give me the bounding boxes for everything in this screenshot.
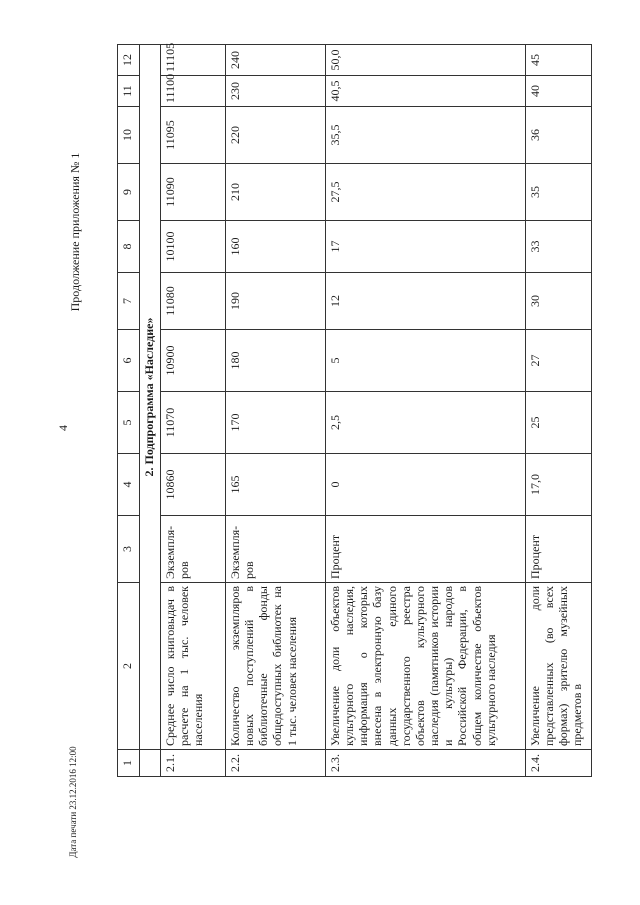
value-cell: 35 [526,164,592,221]
value-cell: 190 [226,273,326,330]
value-cell: 220 [226,107,326,164]
value-cell: 160 [226,221,326,273]
subprogram-spacer-cell [140,750,161,777]
header-cell: 10 [118,107,140,164]
value-cell: 25 [526,392,592,454]
value-cell: 11095 [161,107,226,164]
table-row [526,45,592,777]
value-cell: 35,5 [326,107,526,164]
indicator-description: Увеличение доли представленных (во всех формах) зрителю музейных предметов в [526,583,592,750]
header-cell: 5 [118,392,140,454]
value-cell: 36 [526,107,592,164]
appendix-title: Продолжение приложения № 1 [68,152,82,312]
value-cell: 11080 [161,273,226,330]
value-cell: 0 [326,454,526,516]
value-cell: 30 [526,273,592,330]
value-cell: 11090 [161,164,226,221]
unit-cell: Процент [526,516,592,583]
table-row [226,45,326,777]
value-cell: 170 [226,392,326,454]
subprogram-title: 2. Подпрограмма «Наследие» [140,45,161,750]
value-cell: 12 [326,273,526,330]
unit-cell: Экземпля-ров [161,516,226,583]
value-cell: 27 [526,330,592,392]
indicator-description: Количество экземпляров новых поступлений в библиотечные фонды общедоступных библиотек на 1 тыс. человек населения [226,583,326,750]
header-cell: 7 [118,273,140,330]
table-row [161,45,226,777]
indicator-description: Увеличение доли объектов культурного наследия, информация о которых внесена в электронную базу данных единого государственного реестра объектов культурного наследия (памятников истории и культуры) народов Российской Федерации, в общем количестве объектов культурного наследия [326,583,526,750]
value-cell: 10860 [161,454,226,516]
value-cell: 210 [226,164,326,221]
value-cell: 11070 [161,392,226,454]
header-row [118,45,140,777]
value-cell: 27,5 [326,164,526,221]
value-cell: 240 [226,45,326,76]
header-cell: 4 [118,454,140,516]
rotated-table-container [117,42,585,777]
header-cell: 9 [118,164,140,221]
unit-cell: Процент [326,516,526,583]
header-cell: 1 [118,750,140,777]
header-cell: 3 [118,516,140,583]
row-number: 2.1. [161,750,226,777]
value-cell: 17 [326,221,526,273]
value-cell: 11100 [161,76,226,107]
value-cell: 40,5 [326,76,526,107]
value-cell: 5 [326,330,526,392]
header-cell: 12 [118,45,140,76]
value-cell: 2,5 [326,392,526,454]
print-date: Дата печати 23.12.2016 12:00 [68,746,78,858]
value-cell: 17,0 [526,454,592,516]
value-cell: 50,0 [326,45,526,76]
value-cell: 11105 [161,45,226,76]
value-cell: 10900 [161,330,226,392]
indicator-description: Среднее число книговыдач в расчете на 1 тыс. человек населения [161,583,226,750]
value-cell: 230 [226,76,326,107]
value-cell: 40 [526,76,592,107]
value-cell: 33 [526,221,592,273]
value-cell: 165 [226,454,326,516]
header-cell: 6 [118,330,140,392]
page-number: 4 [56,425,70,431]
value-cell: 180 [226,330,326,392]
value-cell: 45 [526,45,592,76]
value-cell: 10100 [161,221,226,273]
subprogram-row [140,45,161,777]
header-cell: 2 [118,583,140,750]
header-cell: 8 [118,221,140,273]
unit-cell: Экземпля-ров [226,516,326,583]
indicators-table [117,44,592,777]
header-cell: 11 [118,76,140,107]
row-number: 2.3. [326,750,526,777]
row-number: 2.2. [226,750,326,777]
row-number: 2.4. [526,750,592,777]
table-row [326,45,526,777]
